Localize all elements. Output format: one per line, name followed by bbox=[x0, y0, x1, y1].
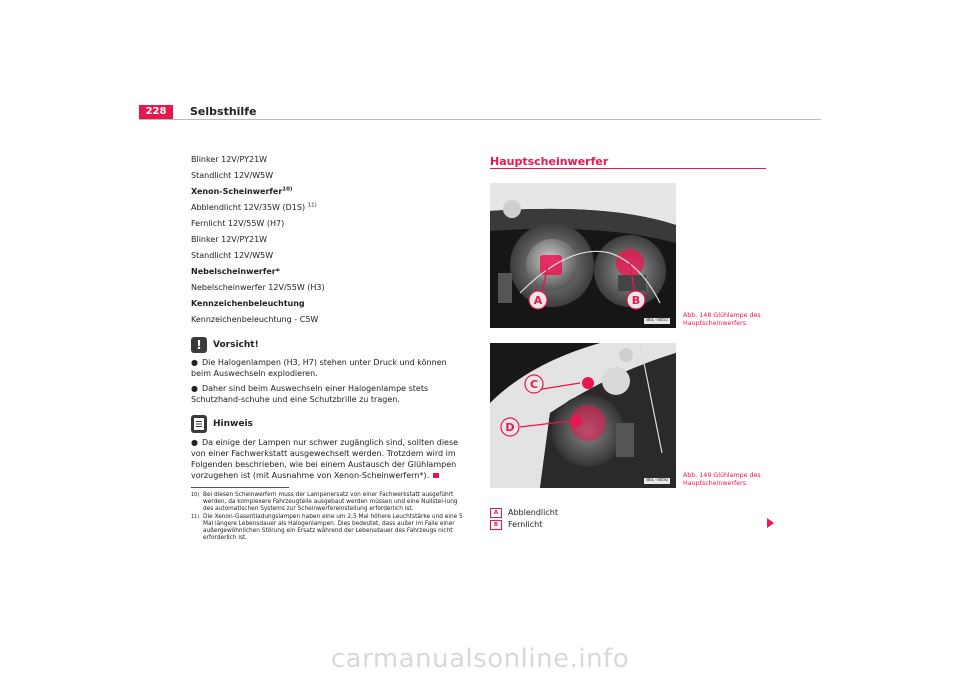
footnote: 11) Die Xenon-Gasentladungslampen haben eine um 2,5 Mal höhere Leuchtstärke und eine 5 Mal längere Lebensdauer als Halogenlampen. Dies bedeutet, dass außer im Falle einer außergewöhnlichen Störung ein Ersatz während der Lebensdauer des Fahrzeugs nicht erforderlich ist. bbox=[191, 514, 463, 541]
warning-bullet: ● Daher sind beim Auswechseln einer Halogenlampe stets Schutzhand-schuhe und eine Schutzbrille zu tragen. bbox=[191, 384, 429, 404]
figure-label-d: D bbox=[505, 421, 515, 434]
plate-heading: Kennzeichenbeleuchtung bbox=[191, 299, 305, 308]
note-title: Hinweis bbox=[191, 415, 469, 433]
footnote-ref: 11) bbox=[307, 202, 317, 209]
page-title: Selbsthilfe bbox=[190, 105, 257, 118]
figure-reference: B6L-0056 bbox=[646, 478, 668, 483]
figure-label-b: B bbox=[631, 294, 641, 307]
footnote: 10) Bei diesen Scheinwerfern muss der Lampenersatz von einer Fachwerkstatt ausgeführt werden, da komplexere Fahrzeugteile ausgebaut werden müssen und eine Nullstel-lung des automatischen Systems zur Scheinwerfereinstellung erforderlich ist. bbox=[191, 492, 458, 512]
section-title: Hauptscheinwerfer bbox=[490, 155, 609, 168]
bulb-line: Standlicht 12V/W5W bbox=[191, 251, 274, 260]
warning-box bbox=[191, 337, 469, 405]
bulb-line: Blinker 12V/PY21W bbox=[191, 155, 268, 164]
footnote-divider bbox=[191, 487, 289, 488]
figure-label-a: A bbox=[533, 294, 543, 307]
note-bullet: ● Da einige der Lampen nur schwer zugänglich sind, sollten diese von einer Fachwerkstatt ausgewechselt werden. Trotzdem wird im Folgenden beschrieben, wie bei einem Austausch der Glühlampen vorzugehen ist (mit Ausnahme von Xenon-Scheinwerfern*). bbox=[191, 438, 459, 480]
bulb-line: Fernlicht 12V/55W (H7) bbox=[191, 219, 285, 228]
watermark: carmanualsonline.info bbox=[330, 644, 630, 674]
warning-bullet: ● Die Halogenlampen (H3, H7) stehen unter Druck und können beim Auswechseln explodieren. bbox=[191, 358, 447, 378]
fog-heading: Nebelscheinwerfer* bbox=[191, 267, 280, 276]
xenon-heading: Xenon-Scheinwerfer$^{10)}$ bbox=[191, 186, 293, 196]
legend-key: B bbox=[490, 520, 502, 530]
headlight-illustration bbox=[490, 343, 676, 488]
notepad-icon bbox=[191, 415, 207, 433]
bulb-line: Blinker 12V/PY21W bbox=[191, 235, 268, 244]
page-number: 228 bbox=[139, 105, 173, 119]
end-marker bbox=[433, 473, 439, 478]
header-divider bbox=[139, 119, 821, 120]
headlight-illustration bbox=[490, 183, 676, 328]
bulb-line: Kennzeichenbeleuchtung - C5W bbox=[191, 315, 319, 324]
footnote-ref: 10) bbox=[282, 186, 293, 193]
legend-item: A Abblendlicht bbox=[490, 507, 558, 518]
figure-caption: Abb. 149 Glühlampe des Hauptscheinwerfers bbox=[683, 472, 761, 487]
left-column bbox=[191, 154, 469, 543]
bulb-line: Abblendlicht 12V/35W (D1S) $^{11)}$ bbox=[191, 202, 317, 212]
legend-item: B Fernlicht bbox=[490, 519, 542, 530]
next-page-arrow-icon[interactable] bbox=[767, 518, 774, 528]
bulb-line: Standlicht 12V/W5W bbox=[191, 171, 274, 180]
warning-icon: ! bbox=[191, 337, 207, 353]
bulb-line: Nebelscheinwerfer 12V/55W (H3) bbox=[191, 283, 325, 292]
figure-reference: B6L-0055 bbox=[646, 318, 668, 323]
figure-label-c: C bbox=[529, 378, 539, 391]
figure-caption: Abb. 148 Glühlampe des Hauptscheinwerfers bbox=[683, 312, 761, 327]
warning-title: ! Vorsicht! bbox=[191, 337, 469, 353]
section-divider bbox=[490, 168, 766, 169]
note-box bbox=[191, 415, 469, 481]
headlight-figure-148 bbox=[490, 183, 676, 328]
headlight-figure-149 bbox=[490, 343, 676, 488]
legend-key: A bbox=[490, 508, 502, 518]
